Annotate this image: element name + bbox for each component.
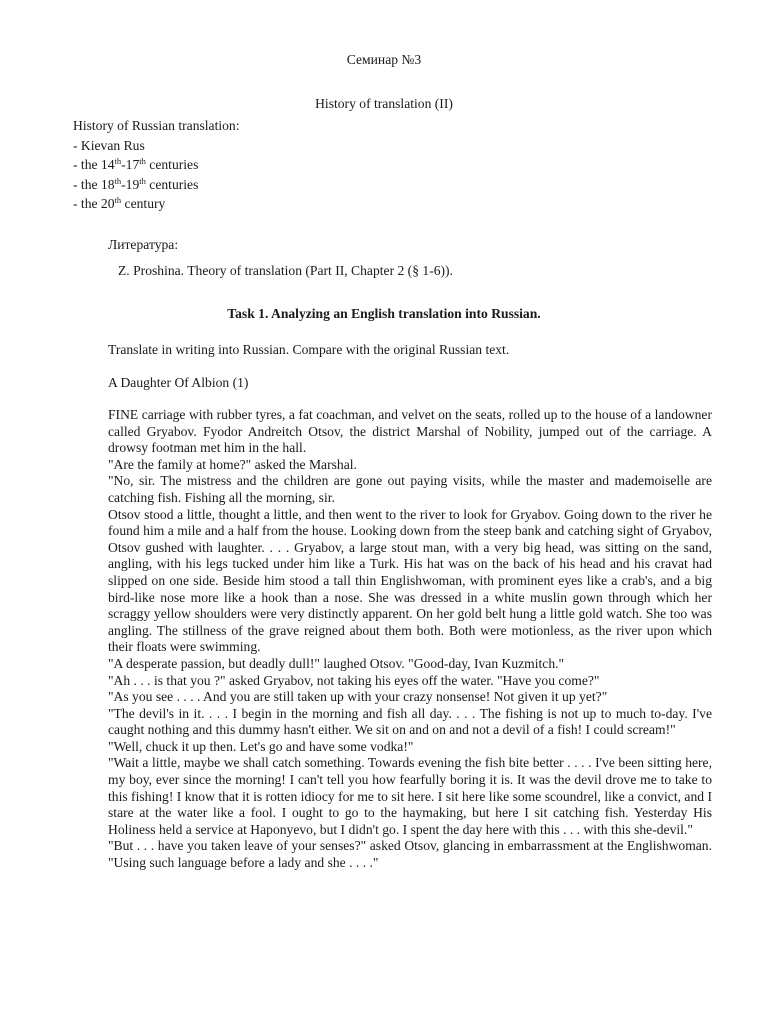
history-heading: History of Russian translation: bbox=[73, 118, 240, 133]
history-item-20-century: - the 20th century bbox=[73, 195, 166, 211]
story-paragraph: "Ah . . . is that you ?" asked Gryabov, not taking his eyes off the water. "Have you come?" bbox=[108, 672, 600, 688]
literature-item: Z. Proshina. Theory of translation (Part II, Chapter 2 (§ 1-6)). bbox=[118, 263, 453, 278]
story-paragraph: Otsov stood a little, thought a little, and then went to the river to look for Gryabov. Going down to the river he found him a mile and a half from the house. Looking down from the steep bank and catching sight of Gryabov, Otsov gushed with laughter. . . . Gryabov, a large stout man, with a very big head, was sitting on the sand, angling, with his legs tucked under him like a Turk. His hat was on the back of his head and his cravat had slipped on one side. Beside him stood a tall thin Englishwoman, with prominent eyes like a crab's, and a big bird-like nose more like a hook than a nose. She was dressed in a white muslin gown through which her scraggy yellow shoulders were very distinctly apparent. On her gold belt hung a little gold watch. She too was angling. The stillness of the grave reigned about them both. Both were motionless, as the river upon which their floats were swimming. bbox=[108, 506, 712, 655]
literature-label: Литература: bbox=[108, 237, 179, 252]
story-paragraph: "As you see . . . . And you are still taken up with your crazy nonsense! Not given it up yet?" bbox=[108, 689, 608, 705]
seminar-title: Семинар №3 bbox=[346, 52, 422, 67]
history-item-kievan-rus: - Kievan Rus bbox=[73, 137, 145, 153]
story-paragraph: FINE carriage with rubber tyres, a fat coachman, and velvet on the seats, rolled up to the house of a landowner called Gryabov. Fyodor Andreitch Otsov, the district Marshal of Nobility, jumped out of the carriage. A drowsy footman met him in the hall. bbox=[108, 407, 712, 456]
story-paragraph: "A desperate passion, but deadly dull!" laughed Otsov. "Good-day, Ivan Kuzmitch." bbox=[108, 655, 565, 671]
history-item-18-19-centuries: - the 18th-19th centuries bbox=[73, 175, 199, 192]
history-item-14-17-centuries: - the 14th-17th centuries bbox=[73, 156, 199, 172]
story-paragraph: "Are the family at home?" asked the Marshal. bbox=[108, 456, 357, 472]
story-paragraph: "Wait a little, maybe we shall catch something. Towards evening the fish bite better . . . . I've been sitting here, my boy, ever since the morning! I can't tell you how fearfully boring it is. It was the devil drove me to take to this fishing! I know that it is rotten idiocy for me to sit here. I sit here like some scoundrel, like a convict, and I stare at the water like a fool. I ought to go to the haymaking, but here I sit catching fish. Yesterday His Holiness held a service at Haponyevo, but I didn't go. I spent the day here with this . . . with this she-devil." bbox=[108, 755, 712, 837]
story-paragraph: "But . . . have you taken leave of your senses?" asked Otsov, glancing in embarrassment at the Englishwoman. "Using such language before a lady and she . . . ." bbox=[108, 838, 712, 871]
history-outline bbox=[73, 116, 240, 214]
story-paragraph: "Well, chuck it up then. Let's go and have some vodka!" bbox=[108, 738, 414, 754]
story-paragraph: "The devil's in it. . . . I begin in the morning and fish all day. . . . The fishing is not up to much to-day. I've caught nothing and this dummy hasn't either. We sit on and on and not a devil of a fish! I could scream!" bbox=[108, 705, 712, 738]
story-paragraph: "No, sir. The mistress and the children are gone out paying visits, while the master and mademoiselle are catching fish. Fishing all the morning, sir. bbox=[108, 473, 712, 505]
story-text bbox=[108, 407, 712, 872]
task-title: Task 1. Analyzing an English translation into Russian. bbox=[227, 306, 541, 321]
task-instruction: Translate in writing into Russian. Compare with the original Russian text. bbox=[108, 342, 510, 357]
story-title: A Daughter Of Albion (1) bbox=[108, 375, 249, 390]
page-subtitle: History of translation (II) bbox=[315, 96, 453, 111]
